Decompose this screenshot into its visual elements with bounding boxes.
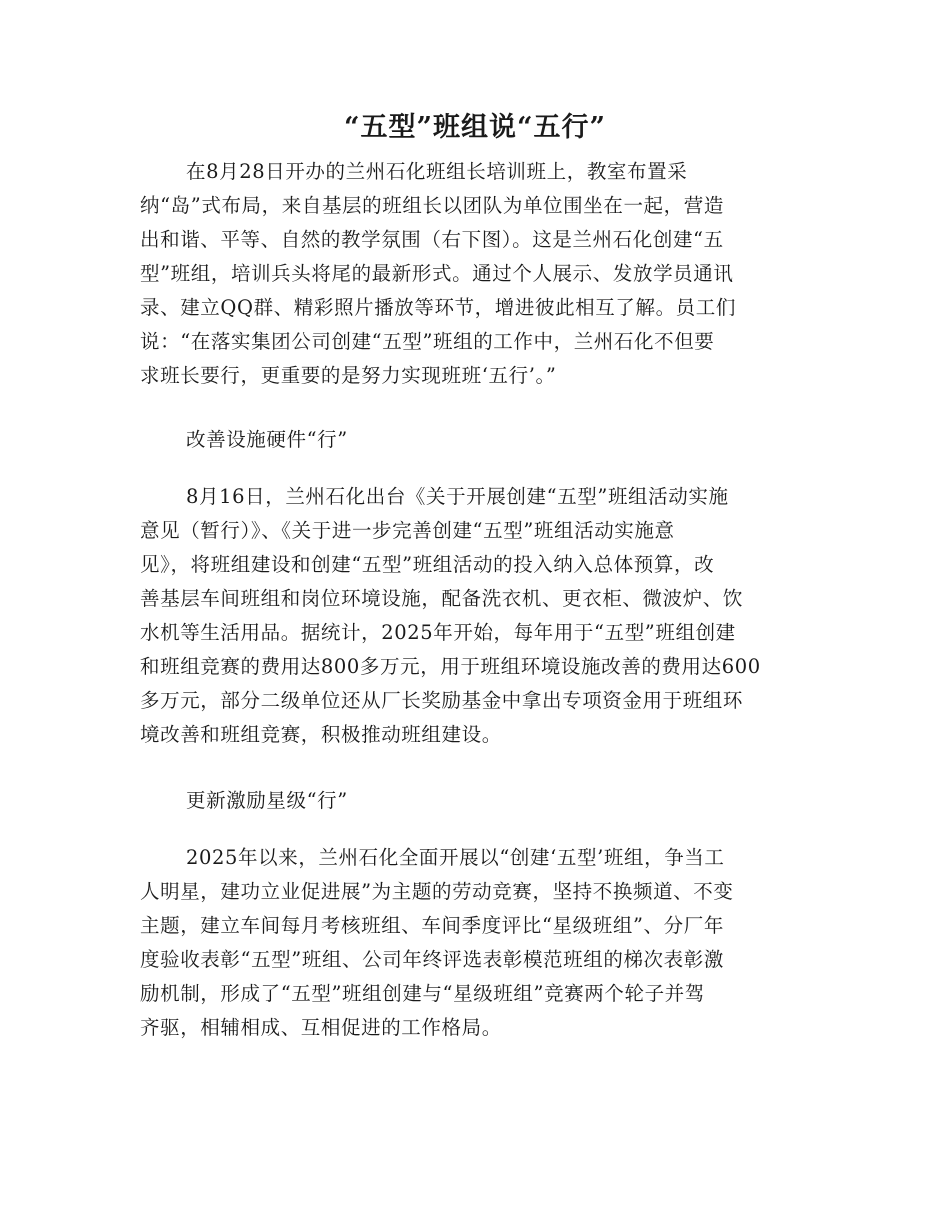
paragraph-line: 善基层车间班组和岗位环境设施，配备洗衣机、更衣柜、微波炉、饮 [140, 587, 744, 610]
section-heading-line: 改善设施硬件“行” [186, 428, 348, 451]
paragraph-line: 主题，建立车间每月考核班组、车间季度评比“星级班组”、分厂年 [140, 914, 724, 937]
paragraph-line: 求班长要行，更重要的是努力实现班班‘五行’。” [140, 364, 557, 387]
paragraph-line: 型”班组，培训兵头将尾的最新形式。通过个人展示、发放学员通讯 [140, 262, 734, 285]
paragraph-line: 励机制，形成了“五型”班组创建与“星级班组”竞赛两个轮子并驾 [140, 982, 705, 1005]
paragraph-line: 度验收表彰“五型”班组、公司年终评选表彰模范班组的梯次表彰激 [140, 948, 724, 971]
paragraph-line: 说：“在落实集团公司创建“五型”班组的工作中，兰州石化不但要 [140, 330, 715, 353]
paragraph-line: 齐驱，相辅相成、互相促进的工作格局。 [140, 1016, 502, 1039]
paragraph-line: 和班组竞赛的费用达800多万元，用于班组环境设施改善的费用达600 [140, 655, 761, 678]
paragraph-line: 多万元，部分二级单位还从厂长奖励基金中拿出专项资金用于班组环 [140, 689, 744, 712]
paragraph-line: 意见（暂行）》、《关于进一步完善创建“五型”班组活动实施意 [140, 519, 675, 542]
paragraph-line: 在8月28日开办的兰州石化班组长培训班上，教室布置采 [186, 160, 688, 183]
paragraph-line: 8月16日，兰州石化出台《关于开展创建“五型”班组活动实施 [186, 485, 729, 508]
paragraph-line: 境改善和班组竞赛，积极推动班组建设。 [140, 723, 502, 746]
paragraph-line: 出和谐、平等、自然的教学氛围（右下图）。这是兰州石化创建“五 [140, 228, 724, 251]
paragraph-line: 人明星，建功立业促进展”为主题的劳动竞赛，坚持不换频道、不变 [140, 880, 734, 903]
paragraph-line: 纳“岛”式布局，来自基层的班组长以团队为单位围坐在一起，营造 [140, 194, 724, 217]
section-heading-line: 更新激励星级“行” [186, 789, 348, 812]
paragraph-line: 见》，将班组建设和创建“五型”班组活动的投入纳入总体预算，改 [140, 553, 715, 576]
document-title: “五型”班组说“五行” [343, 112, 607, 143]
paragraph-line: 水机等生活用品。据统计，2025年开始，每年用于“五型”班组创建 [140, 621, 736, 644]
paragraph-line: 2025年以来，兰州石化全面开展以“创建‘五型’班组，争当工 [186, 846, 725, 869]
paragraph-line: 录、建立QQ群、精彩照片播放等环节，增进彼此相互了解。员工们 [140, 296, 736, 319]
